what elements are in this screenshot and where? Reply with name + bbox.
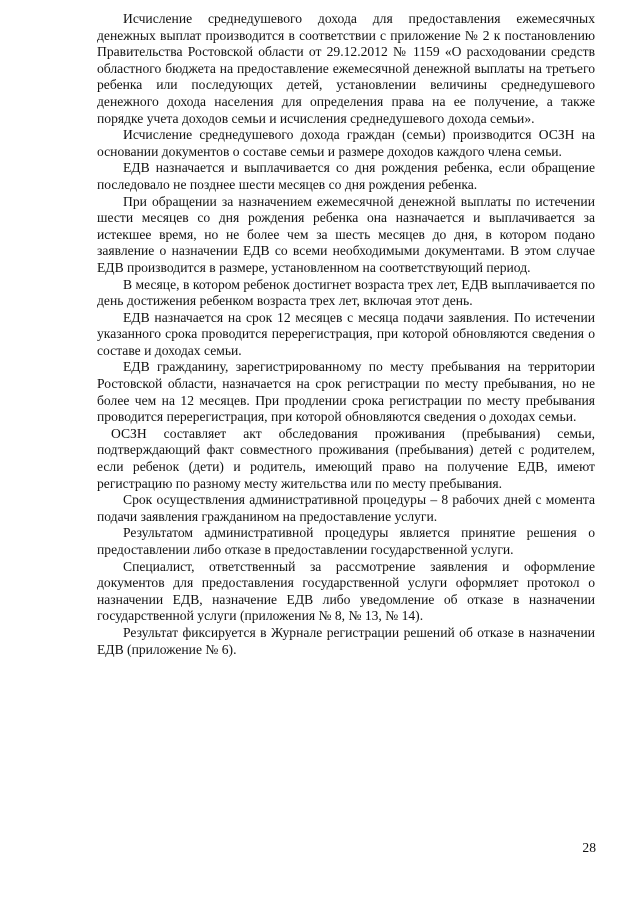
- paragraph-procedure-term: Срок осуществления административной процедуры – 8 рабочих дней с момента подачи заявления гражданином на предоставление услуги.: [97, 492, 595, 524]
- paragraph-edv-assignment: ЕДВ назначается и выплачивается со дня рождения ребенка, если обращение последовало не позднее шести месяцев со дня рождения ребенка.: [97, 160, 595, 192]
- paragraph-specialist-protocol: Специалист, ответственный за рассмотрение заявления и оформление документов для предоставления государственной услуги оформляет протокол о назначении ЕДВ, назначение ЕДВ либо уведомление об отказе в назначении государственной услуги (приложения № 8, № 13, № 14).: [97, 558, 595, 624]
- page-number: 28: [582, 840, 596, 855]
- paragraph-procedure-result: Результатом административной процедуры является принятие решения о предоставлении либо отказе в предоставлении государственной услуги.: [97, 525, 595, 557]
- paragraph-late-application: При обращении за назначением ежемесячной денежной выплаты по истечении шести месяцев со дня рождения ребенка она назначается и выплачивается за истекшее время, но не более чем за шесть месяцев до дня, в котором подано заявление о назначении ЕДВ со всеми необходимыми документами. В этом случае ЕДВ производится в размере, установленном на соответствующий период.: [97, 193, 595, 275]
- paragraph-income-calculation-basis: Исчисление среднедушевого дохода для предоставления ежемесячных денежных выплат производится в соответствии с приложение № 2 к постановлению Правительства Ростовской области от 29.12.2012 № 1159 «О расходовании средств областного бюджета на предоставление ежемесячной денежной выплаты на третьего ребенка или последующих детей, установлении величины среднедушевого денежного дохода населения для определения права на ее получение, а также порядке учета доходов семьи и исчисления среднедушевого дохода семьи».: [97, 11, 595, 126]
- paragraph-temporary-registration: ЕДВ гражданину, зарегистрированному по месту пребывания на территории Ростовской области, назначается на срок регистрации по месту пребывания, но не более чем на 12 месяцев. При продлении срока регистрации по месту пребывания проводится перерегистрация, при которой обновляются сведения о доходах семьи.: [97, 359, 595, 425]
- document-page: [97, 11, 595, 658]
- paragraph-income-calculation-oszn: Исчисление среднедушевого дохода граждан (семьи) производится ОСЗН на основании документов о составе семьи и размере доходов каждого члена семьи.: [97, 127, 595, 159]
- paragraph-age-three: В месяце, в котором ребенок достигнет возраста трех лет, ЕДВ выплачивается по день достижения ребенком возраста трех лет, включая этот день.: [97, 276, 595, 309]
- paragraph-journal-record: Результат фиксируется в Журнале регистрации решений об отказе в назначении ЕДВ (приложение № 6).: [97, 624, 595, 657]
- paragraph-inspection-act: ОСЗН составляет акт обследования проживания (пребывания) семьи, подтверждающий факт совместного проживания (пребывания) детей с родителем, если ребенок (дети) и родитель, имеющий право на получение ЕДВ, имеют регистрацию по разному месту жительства или по месту пребывания.: [97, 425, 595, 491]
- paragraph-twelve-months: ЕДВ назначается на срок 12 месяцев с месяца подачи заявления. По истечении указанного срока проводится перерегистрация, при которой обновляются сведения о составе и доходах семьи.: [97, 309, 595, 358]
